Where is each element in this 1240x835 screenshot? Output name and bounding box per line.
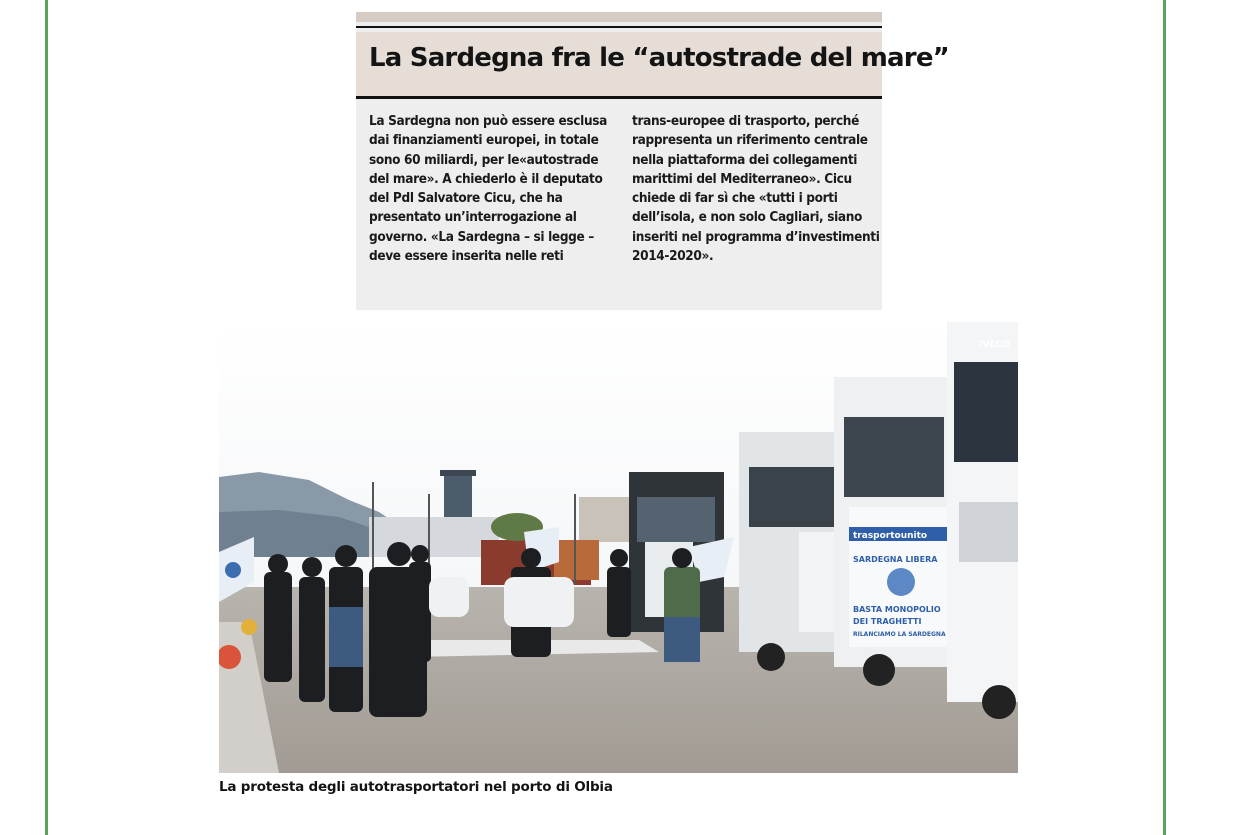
page-border-right bbox=[1163, 0, 1166, 835]
article-rule-top bbox=[356, 26, 882, 28]
banner-line-1: SARDEGNA LIBERA bbox=[853, 555, 938, 564]
truck-brand: IVECO bbox=[979, 340, 1010, 350]
article-box bbox=[356, 12, 949, 310]
article-column-2: trans-europee di trasporto, perché rappresenta un riferimento centrale nella piattaforma dei collegamenti marittimi del Mediterraneo». Cicu chiede di far sì che «tutti i porti dell’isola, e non solo Cagliari, siano inseriti nel programma d’investimenti 2014-2020». bbox=[632, 113, 880, 265]
article-title: La Sardegna fra le “autostrade del mare” bbox=[369, 43, 949, 73]
photo-caption: La protesta degli autotrasportatori nel porto di Olbia bbox=[219, 779, 613, 795]
banner-brand: trasportounito bbox=[853, 531, 928, 541]
article-top-bar bbox=[356, 12, 882, 22]
page-border-left bbox=[45, 0, 48, 835]
protest-photo bbox=[219, 322, 1018, 773]
article-rule-bottom bbox=[356, 96, 882, 99]
article-column-1: La Sardegna non può essere esclusa dai finanziamenti europei, in totale sono 60 miliardi, per le«autostrade del mare». A chiederlo è il deputato del Pdl Salvatore Cicu, che ha presentato un’interrogazione al governo. «La Sardegna – si legge – deve essere inserita nelle reti bbox=[369, 113, 607, 265]
banner-line-3: DEI TRAGHETTI bbox=[853, 617, 922, 626]
banner-line-4: RILANCIAMO LA SARDEGNA bbox=[853, 631, 946, 638]
truck-2 bbox=[739, 432, 847, 671]
banner-line-2: BASTA MONOPOLIO bbox=[853, 605, 941, 614]
truck-4 bbox=[947, 322, 1018, 719]
